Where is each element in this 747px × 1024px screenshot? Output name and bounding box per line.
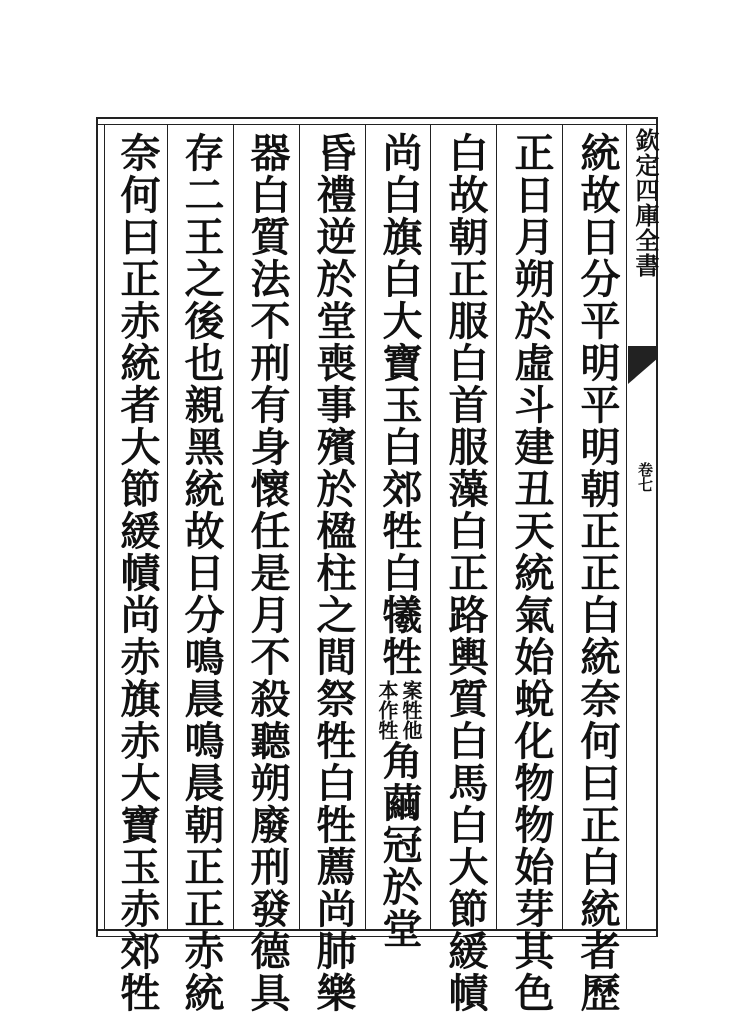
column-divider — [233, 124, 234, 930]
text-column-8 — [106, 132, 168, 1014]
text-column-2 — [500, 132, 562, 1014]
note-left: 本作牲 — [375, 680, 399, 740]
column-text: 昏禮逆於堂喪事殯於楹柱之間祭牲白牲薦尚肺樂 — [310, 132, 357, 1014]
juan-number: 卷七 — [636, 462, 654, 492]
column-text: 器白質法不刑有身懷任是月不殺聽朔廢刑發德具 — [244, 132, 291, 1014]
column-divider — [299, 124, 300, 930]
column-text: 統故日分平明平明朝正正白統奈何曰正白統者歷 — [574, 132, 621, 1014]
column-divider — [430, 124, 431, 930]
column-text-main: 尚白旗白大寶玉白郊牲白犧牲 — [376, 132, 423, 678]
fish-tail-mark — [628, 346, 658, 386]
column-text: 白故朝正服白首服藻白正路輿質白馬白大節緩幘 — [442, 132, 489, 1014]
text-column-1 — [566, 132, 628, 1014]
column-divider — [365, 124, 366, 930]
column-text: 奈何曰正赤統者大節緩幘尚赤旗赤大寶玉赤郊牲 — [114, 132, 161, 1014]
column-text: 存二王之後也親黑統故日分鳴晨鳴晨朝正正赤統 — [178, 132, 225, 1014]
text-column-4 — [368, 132, 430, 950]
book-title: 欽定四庫全書 — [631, 128, 660, 278]
text-column-5 — [302, 132, 364, 1014]
interlinear-note — [376, 680, 422, 740]
column-text-tail: 角繭冠於堂 — [376, 740, 423, 950]
column-text: 正日月朔於虛斗建丑天統氣始蛻化物物始芽其色 — [508, 132, 555, 1014]
text-column-3 — [434, 132, 496, 1014]
left-border — [96, 117, 98, 937]
column-divider — [496, 124, 497, 930]
note-right: 案牲他 — [399, 680, 423, 740]
left-border-inner — [104, 124, 105, 930]
top-border — [96, 117, 658, 119]
top-border-inner — [96, 124, 658, 125]
column-divider — [562, 124, 563, 930]
text-column-7 — [170, 132, 232, 1014]
text-column-6 — [236, 132, 298, 1014]
